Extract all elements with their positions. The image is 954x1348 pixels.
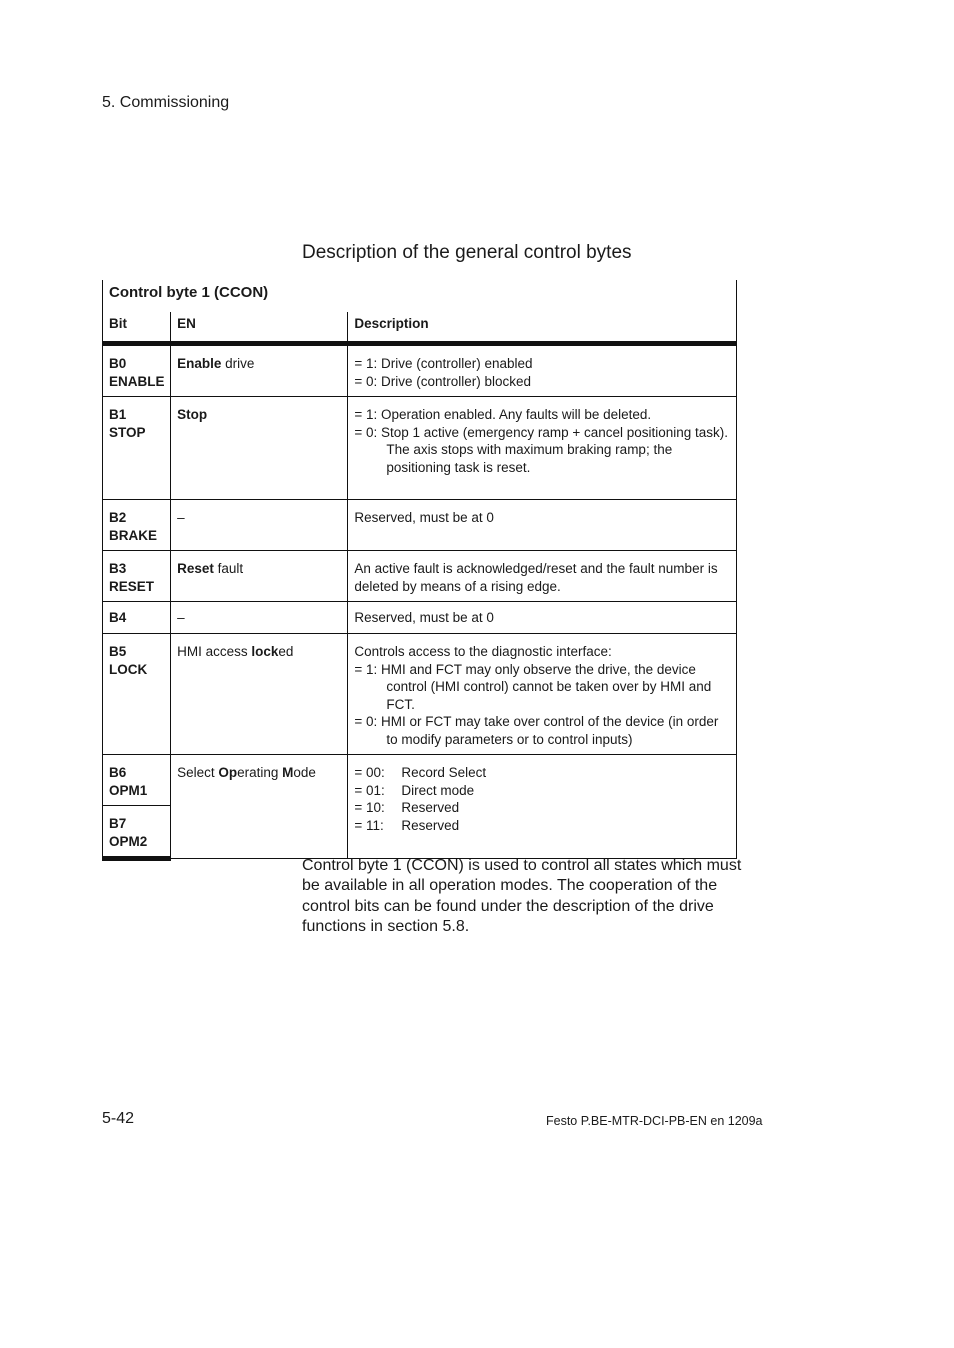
en-keyword: Enable (177, 356, 222, 371)
table-title: Control byte 1 (CCON) (103, 280, 737, 312)
document-reference: Festo P.BE-MTR-DCI-PB-EN en 1209a (546, 1114, 763, 1128)
bit-number: B0 (109, 356, 127, 371)
en-text: ed (278, 644, 294, 659)
en-keyword: lock (251, 644, 279, 659)
mode-label: Record Select (401, 765, 487, 780)
bit-cell (103, 344, 171, 397)
en-text: Select (177, 765, 219, 780)
chapter-heading: 5. Commissioning (102, 94, 230, 111)
description-cell (348, 551, 737, 602)
table-row (103, 344, 737, 397)
body-paragraph: Control byte 1 (CCON) is used to control all states which must be available in all operation modes. The cooperation of the control bits can be found under the description of the drive functions in section 5.8. (302, 857, 742, 935)
description-line: = 0: Drive (controller) blocked (354, 373, 532, 389)
en-cell: – (171, 602, 348, 634)
mode-code: = 10: (354, 800, 385, 815)
column-header-description: Description (348, 312, 737, 344)
description-cell (348, 344, 737, 397)
bit-name: OPM1 (109, 782, 148, 798)
en-text: drive (221, 356, 255, 371)
mode-code: = 11: (354, 817, 384, 833)
en-keyword: Op (218, 765, 238, 780)
bit-number: B5 (109, 644, 127, 659)
page-number: 5-42 (102, 1110, 135, 1127)
description-line: = 1: Drive (controller) enabled (354, 356, 533, 371)
mode-option (354, 817, 730, 835)
description-line: = 0: Stop 1 active (emergency ramp + cancel positioning task). The axis stops with maximum braking ramp; the positioning task is reset. (354, 424, 729, 475)
en-text: erating (237, 765, 283, 780)
mode-option (354, 782, 730, 800)
bit-name: LOCK (109, 661, 148, 677)
en-text: ode (293, 765, 316, 780)
column-header-bit: Bit (103, 312, 171, 344)
bit-cell (103, 755, 171, 806)
en-cell: – (171, 500, 348, 551)
description-line: = 1: Operation enabled. Any faults will be deleted. (354, 407, 652, 422)
en-keyword: M (282, 765, 294, 780)
table-row (103, 500, 737, 551)
bit-number: B3 (109, 561, 127, 576)
mode-label: Reserved (401, 817, 460, 833)
mode-option (354, 799, 730, 817)
bit-number: B6 (109, 765, 127, 780)
bit-cell (103, 806, 171, 859)
en-keyword: Reset (177, 561, 214, 576)
bit-name: STOP (109, 424, 146, 440)
section-title: Description of the general control bytes (302, 242, 632, 263)
bit-name: ENABLE (109, 373, 165, 389)
description-line: Reserved, must be at 0 (354, 510, 494, 525)
en-cell (171, 755, 348, 859)
table-row (103, 755, 737, 806)
description-cell (348, 755, 737, 859)
table-row (103, 602, 737, 634)
bit-number: B1 (109, 407, 127, 422)
en-cell (171, 397, 348, 500)
description-line: Controls access to the diagnostic interface: (354, 644, 612, 659)
bit-cell (103, 500, 171, 551)
description-line: Reserved, must be at 0 (354, 610, 494, 625)
control-byte-table (102, 280, 737, 861)
bit-name: RESET (109, 578, 155, 594)
description-cell (348, 500, 737, 551)
bit-name: OPM2 (109, 833, 148, 849)
en-text: HMI access (177, 644, 252, 659)
mode-option (354, 764, 730, 782)
bit-number: B7 (109, 816, 127, 831)
table-row (103, 634, 737, 755)
mode-label: Direct mode (401, 782, 475, 798)
bit-number: B2 (109, 510, 127, 525)
en-cell (171, 634, 348, 755)
bit-cell (103, 397, 171, 500)
bit-cell (103, 551, 171, 602)
mode-code: = 01: (354, 782, 385, 798)
bit-cell (103, 634, 171, 755)
description-cell (348, 602, 737, 634)
mode-label: Reserved (401, 800, 460, 815)
bit-number: B4 (109, 610, 127, 625)
en-text: fault (213, 561, 244, 576)
description-cell (348, 634, 737, 755)
column-header-en: EN (171, 312, 348, 344)
bit-name: BRAKE (109, 527, 158, 543)
description-line: = 0: HMI or FCT may take over control of the device (in order to modify parameters or to control inputs) (354, 714, 719, 747)
mode-code: = 00: (354, 765, 385, 780)
description-cell (348, 397, 737, 500)
en-cell (171, 344, 348, 397)
bit-cell (103, 602, 171, 634)
description-line: An active fault is acknowledged/reset and the fault number is deleted by means of a rising edge. (354, 561, 718, 594)
table-row (103, 397, 737, 500)
en-keyword: Stop (177, 407, 208, 422)
en-cell (171, 551, 348, 602)
description-line: = 1: HMI and FCT may only observe the drive, the device control (HMI control) cannot be taken over by HMI and FCT. (354, 661, 712, 712)
table-row (103, 551, 737, 602)
